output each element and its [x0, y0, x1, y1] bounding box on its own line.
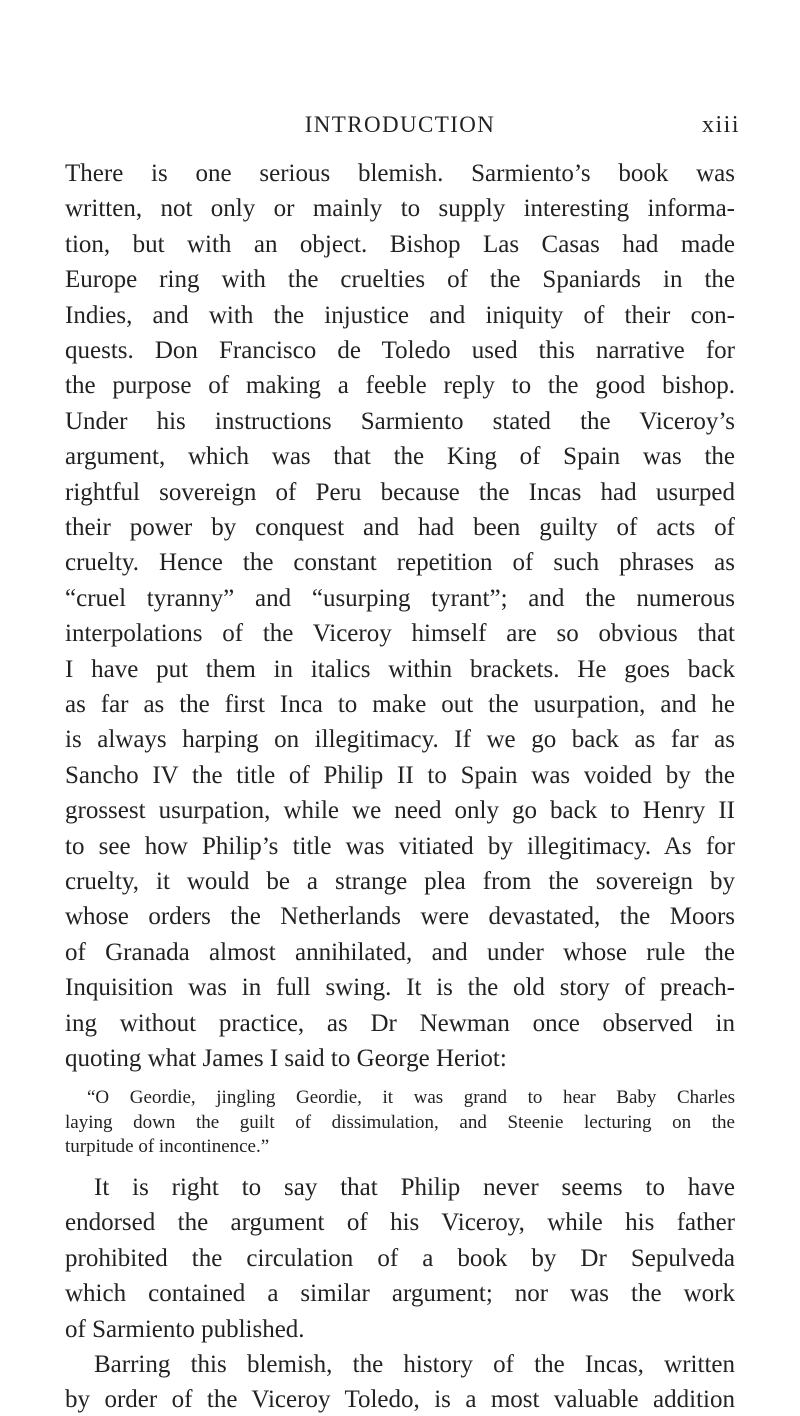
- running-head-title: INTRODUCTION: [304, 112, 496, 137]
- text-line: cruelty, it would be a strange plea from the sovereign by: [65, 868, 735, 895]
- page-number: xiii: [701, 112, 740, 138]
- quote-line: turpitude of incontinence.”: [65, 1136, 270, 1158]
- text-line: Barring this blemish, the history of the Incas, written: [94, 1350, 735, 1378]
- text-line: to see how Philip’s title was vitiated by illegitimacy. As for: [65, 832, 735, 860]
- text-line: Europe ring with the cruelties of the Spaniards in the: [65, 266, 735, 294]
- text-line: argument, which was that the King of Spain was the: [65, 443, 735, 471]
- text-line: of Granada almost annihilated, and under whose rule the: [65, 938, 735, 966]
- running-head: [60, 112, 740, 144]
- text-line: of Sarmiento published.: [65, 1315, 305, 1343]
- text-line: by order of the Viceroy Toledo, is a most valuable addition: [65, 1386, 735, 1414]
- text-line: whose orders the Netherlands were devastated, the Moors: [65, 903, 735, 931]
- text-line: There is one serious blemish. Sarmiento’s book was: [65, 160, 735, 187]
- text-line: written, not only or mainly to supply interesting informa-: [65, 195, 735, 223]
- text-line: I have put them in italics within brackets. He goes back: [65, 655, 735, 683]
- text-line: endorsed the argument of his Viceroy, while his father: [65, 1209, 735, 1237]
- text-line: as far as the first Inca to make out the usurpation, and he: [65, 691, 735, 718]
- text-line: Under his instructions Sarmiento stated the Viceroy’s: [65, 407, 735, 435]
- text-line: quests. Don Francisco de Toledo used this narrative for: [65, 337, 735, 364]
- text-line: It is right to say that Philip never seems to have: [94, 1173, 735, 1201]
- text-line: Inquisition was in full swing. It is the old story of preach-: [65, 974, 735, 1002]
- text-line: ing without practice, as Dr Newman once observed in: [65, 1009, 735, 1037]
- text-line: prohibited the circulation of a book by Dr Sepulveda: [65, 1244, 735, 1272]
- text-line: Indies, and with the injustice and iniquity of their con-: [65, 301, 735, 329]
- text-line: tion, but with an object. Bishop Las Casas had made: [65, 230, 735, 258]
- text-line: interpolations of the Viceroy himself are so obvious that: [65, 620, 735, 648]
- text-line: cruelty. Hence the constant repetition of such phrases as: [65, 549, 735, 577]
- text-line: is always harping on illegitimacy. If we go back as far as: [65, 726, 735, 754]
- text-line: rightful sovereign of Peru because the Incas had usurped: [65, 478, 735, 506]
- text-line: Sancho IV the title of Philip II to Spain was voided by the: [65, 761, 735, 789]
- text-line: “cruel tyranny” and “usurping tyrant”; and the numerous: [65, 584, 735, 612]
- text-line: which contained a similar argument; nor was the work: [65, 1280, 735, 1308]
- text-line: quoting what James I said to George Heriot:: [65, 1045, 507, 1072]
- text-line: grossest usurpation, while we need only go back to Henry II: [65, 797, 735, 825]
- text-line: their power by conquest and had been guilty of acts of: [65, 514, 735, 541]
- quote-line: “O Geordie, jingling Geordie, it was grand to hear Baby Charles: [87, 1087, 735, 1109]
- quote-line: laying down the guilt of dissimulation, and Steenie lecturing on the: [65, 1111, 735, 1133]
- text-line: the purpose of making a feeble reply to the good bishop.: [65, 372, 735, 400]
